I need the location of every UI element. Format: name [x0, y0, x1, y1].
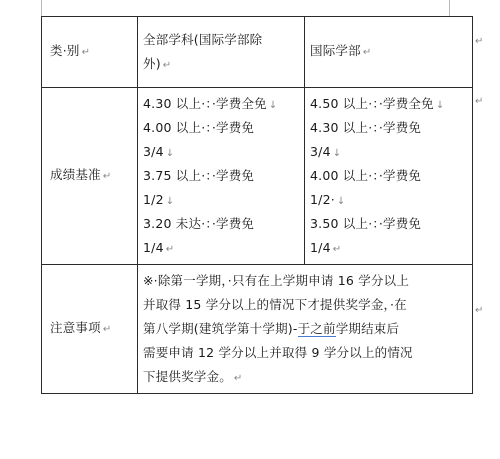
- paragraph-mark-icon: ↵: [102, 171, 112, 182]
- line-break-mark-icon: ↓: [336, 196, 346, 207]
- paragraph-mark-icon: ↵: [162, 60, 172, 71]
- line-break-mark-icon: ↓: [435, 100, 445, 111]
- line-break-mark-icon: ↓: [332, 148, 342, 159]
- grade-criteria-label: 成绩基准: [50, 167, 101, 182]
- page-corner-mark-left: [41, 0, 42, 16]
- grade-criteria-label-cell: [42, 88, 138, 265]
- row-end-mark-icon: ↵: [475, 305, 484, 316]
- notes-underlined-text: 于之前: [297, 321, 336, 336]
- paragraph-mark-icon: ↵: [165, 244, 175, 255]
- header-all-subjects-line: 全部学科(国际学部除: [143, 32, 263, 47]
- criteria-line: 1/2·: [310, 192, 335, 207]
- criteria-line: 3/4: [143, 144, 164, 159]
- header-international-cell: [305, 17, 473, 88]
- criteria-line: 4.00 以上·：·学费免: [310, 168, 422, 183]
- criteria-line: 4.30 以上·：·学费全免: [143, 96, 267, 111]
- header-all-subjects-line: 外): [143, 56, 161, 71]
- grade-criteria-row: [42, 88, 473, 265]
- criteria-line: 4.00 以上·：·学费免: [143, 120, 255, 135]
- criteria-line: 4.50 以上·：·学费全免: [310, 96, 434, 111]
- category-label-cell: [42, 17, 138, 88]
- grade-criteria-all-subjects-cell: [138, 88, 305, 265]
- grade-criteria-international-cell: [305, 88, 473, 265]
- line-break-mark-icon: ↓: [268, 100, 278, 111]
- header-international: 国际学部: [310, 43, 361, 58]
- category-label: 类·别: [50, 43, 80, 58]
- criteria-line: 3.50 以上·：·学费免: [310, 216, 422, 231]
- notes-content-cell: [138, 265, 473, 394]
- notes-label-cell: [42, 265, 138, 394]
- criteria-line: 3/4: [310, 144, 331, 159]
- criteria-line: 1/2: [143, 192, 164, 207]
- paragraph-mark-icon: ↵: [102, 324, 112, 335]
- page-corner-mark-right: [449, 0, 450, 16]
- criteria-line: 1/4: [310, 240, 331, 255]
- notes-row: [42, 265, 473, 394]
- notes-label: 注意事项: [50, 320, 101, 335]
- row-end-mark-icon: ↵: [475, 96, 484, 107]
- notes-line: 学期结束后: [335, 321, 400, 336]
- table-header-row: [42, 17, 473, 88]
- paragraph-mark-icon: ↵: [81, 47, 91, 58]
- paragraph-mark-icon: ↵: [362, 47, 372, 58]
- criteria-line: 3.75 以上·：·学费免: [143, 168, 255, 183]
- paragraph-mark-icon: ↵: [332, 244, 342, 255]
- scholarship-table: [41, 16, 473, 394]
- line-break-mark-icon: ↓: [165, 148, 175, 159]
- row-end-mark-icon: ↵: [475, 36, 484, 47]
- line-break-mark-icon: ↓: [165, 196, 175, 207]
- notes-line: 下提供奖学金。: [143, 369, 232, 384]
- paragraph-mark-icon: ↵: [233, 373, 243, 384]
- notes-line: 需要申请 12 学分以上并取得 9 学分以上的情况: [143, 345, 413, 360]
- criteria-line: 1/4: [143, 240, 164, 255]
- criteria-line: 4.30 以上·：·学费免: [310, 120, 422, 135]
- criteria-line: 3.20 未达·：·学费免: [143, 216, 255, 231]
- notes-line: 第八学期(建筑学第十学期)-: [143, 321, 298, 336]
- notes-line: ※·除第一学期，·只有在上学期申请 16 学分以上: [143, 273, 410, 288]
- header-all-subjects-cell: [138, 17, 305, 88]
- notes-line: 并取得 15 学分以上的情况下才提供奖学金，·在: [143, 297, 407, 312]
